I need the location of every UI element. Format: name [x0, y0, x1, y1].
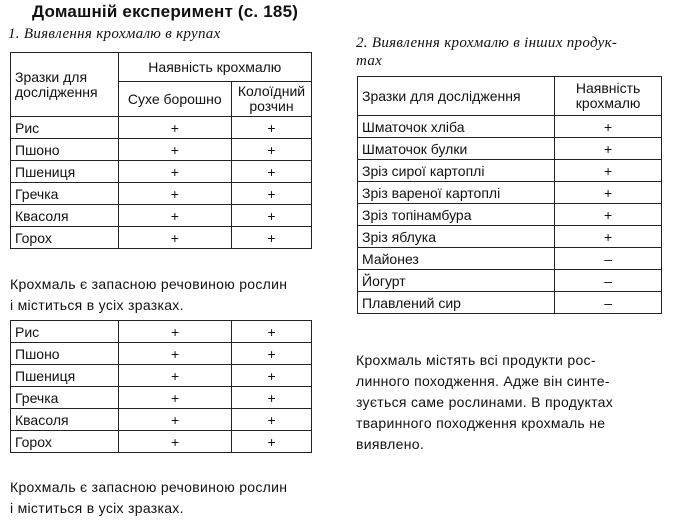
conclusion-line: линного походження. Адже він синте-	[356, 373, 610, 389]
products-header-presence: Наявність крохмалю	[555, 77, 662, 116]
section2-title-line: тах	[356, 53, 383, 69]
colloid-result: +	[232, 387, 312, 409]
grains-header-colloid: Колоїдний розчин	[232, 82, 312, 117]
grains-header-samples: Зразки для дослідження	[11, 53, 119, 117]
sample-name: Зріз яблука	[358, 226, 555, 248]
products-table	[357, 76, 662, 314]
colloid-result: +	[232, 227, 312, 249]
table-row	[11, 139, 312, 161]
table-row	[11, 387, 312, 409]
sample-name: Плавлений сир	[358, 292, 555, 314]
starch-result: +	[555, 160, 662, 182]
sample-name: Йогурт	[358, 270, 555, 292]
dry-flour-result: +	[118, 183, 231, 205]
sample-name: Зріз сирої картоплі	[358, 160, 555, 182]
colloid-result: +	[232, 205, 312, 227]
sample-name: Квасоля	[11, 205, 119, 227]
grains-header-presence: Наявність крохмалю	[118, 53, 311, 82]
starch-result: –	[555, 270, 662, 292]
table-row	[11, 205, 312, 227]
section2-title-line: 2. Виявлення крохмалю в інших продук-	[356, 35, 618, 51]
dry-flour-result: +	[118, 365, 232, 387]
conclusion-line: і міститься в усіх зразках.	[10, 297, 184, 313]
table-row	[358, 292, 662, 314]
grains-header-dry: Сухе борошно	[118, 82, 231, 117]
table-row	[358, 226, 662, 248]
table-row	[358, 138, 662, 160]
dry-flour-result: +	[118, 343, 232, 365]
dry-flour-result: +	[118, 431, 232, 453]
sample-name: Пшениця	[11, 365, 119, 387]
conclusion-line: зується саме рослинами. В продуктах	[356, 394, 614, 410]
conclusion-line: тваринного походження крохмаль не	[356, 415, 606, 431]
table-row	[358, 182, 662, 204]
conclusion-line: виявлено.	[356, 436, 425, 452]
page-title: Домашній експеримент (с. 185)	[32, 2, 299, 21]
starch-result: +	[555, 204, 662, 226]
section1-conclusion	[10, 274, 287, 316]
sample-name: Квасоля	[11, 409, 119, 431]
conclusion-line: Крохмаль містять всі продукти рос-	[356, 352, 596, 368]
colloid-result: +	[232, 139, 312, 161]
colloid-result: +	[232, 343, 312, 365]
dry-flour-result: +	[118, 387, 232, 409]
table-row	[358, 248, 662, 270]
sample-name: Пшоно	[11, 139, 119, 161]
conclusion-line: Крохмаль є запасною речовиною рослин	[10, 276, 288, 292]
grains-table	[10, 52, 312, 249]
table-row	[11, 321, 312, 343]
table-row	[358, 204, 662, 226]
sample-name: Шматочок булки	[358, 138, 555, 160]
dry-flour-result: +	[118, 227, 231, 249]
dry-flour-result: +	[118, 321, 232, 343]
table-row	[358, 160, 662, 182]
products-header-samples: Зразки для дослідження	[358, 77, 555, 116]
conclusion-line: і міститься в усіх зразках.	[10, 500, 184, 516]
table-row	[11, 161, 312, 183]
conclusion-line: Крохмаль є запасною речовиною рослин	[10, 479, 288, 495]
section1-conclusion-repeat	[10, 477, 287, 519]
table-row	[11, 365, 312, 387]
sample-name: Рис	[11, 321, 119, 343]
starch-result: +	[555, 138, 662, 160]
colloid-result: +	[232, 117, 312, 139]
dry-flour-result: +	[118, 139, 231, 161]
table-row	[358, 270, 662, 292]
grains-table-repeat	[10, 320, 312, 453]
sample-name: Шматочок хліба	[358, 116, 555, 138]
table-row	[11, 183, 312, 205]
section2-title	[356, 34, 617, 70]
colloid-result: +	[232, 183, 312, 205]
grains-table-header-row	[11, 53, 312, 82]
table-row	[11, 117, 312, 139]
colloid-result: +	[232, 365, 312, 387]
colloid-result: +	[232, 409, 312, 431]
colloid-result: +	[232, 321, 312, 343]
sample-name: Горох	[11, 431, 119, 453]
table-row	[11, 409, 312, 431]
starch-result: +	[555, 116, 662, 138]
starch-result: –	[555, 292, 662, 314]
colloid-result: +	[232, 431, 312, 453]
sample-name: Рис	[11, 117, 119, 139]
section2-conclusion	[356, 350, 674, 455]
sample-name: Майонез	[358, 248, 555, 270]
section1-title: 1. Виявлення крохмалю в крупах	[8, 26, 221, 42]
sample-name: Гречка	[11, 387, 119, 409]
sample-name: Пшениця	[11, 161, 119, 183]
products-table-header-row	[358, 77, 662, 116]
sample-name: Горох	[11, 227, 119, 249]
dry-flour-result: +	[118, 161, 231, 183]
sample-name: Гречка	[11, 183, 119, 205]
dry-flour-result: +	[118, 117, 231, 139]
table-row	[358, 116, 662, 138]
sample-name: Зріз топінамбура	[358, 204, 555, 226]
starch-result: +	[555, 182, 662, 204]
colloid-result: +	[232, 161, 312, 183]
starch-result: –	[555, 248, 662, 270]
sample-name: Зріз вареної картоплі	[358, 182, 555, 204]
table-row	[11, 431, 312, 453]
starch-result: +	[555, 226, 662, 248]
sample-name: Пшоно	[11, 343, 119, 365]
dry-flour-result: +	[118, 409, 232, 431]
dry-flour-result: +	[118, 205, 231, 227]
table-row	[11, 227, 312, 249]
table-row	[11, 343, 312, 365]
